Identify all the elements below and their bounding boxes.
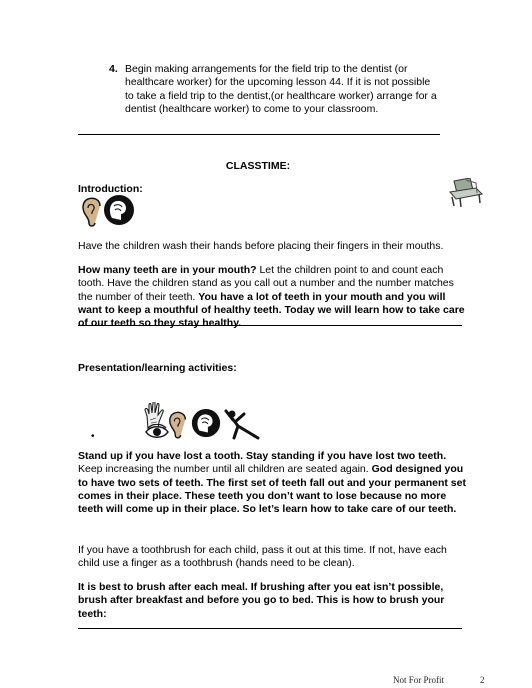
- thinking-head-icon: [102, 194, 136, 228]
- step-4-line-1: Begin making arrangements for the field trip to the dentist (or: [125, 63, 408, 75]
- thinking-head-icon-2: [190, 408, 222, 440]
- listening-ear-icon: [80, 196, 104, 228]
- eye-icon: [145, 424, 169, 440]
- presentation-paragraph-2: If you have a toothbrush for each child, pass it out at this time. If not, have each child use a finger as a toothbrush (hands need to be clean).: [78, 544, 447, 570]
- divider-3: [78, 628, 462, 629]
- introduction-heading: Introduction:: [78, 183, 143, 195]
- intro-instructions: Let the children point to and count each tooth. Have the children stand as you call out a number and the number matches the number of their teeth.: [78, 264, 454, 303]
- keep-increasing-text: Keep increasing the number until all children are seated again.: [78, 463, 372, 476]
- intro-statement: You have a lot of teeth in your mouth and you will want to keep a mouthful of healthy teeth. Today we will learn how to take care of our teeth so they stay healthy.: [78, 290, 465, 330]
- movement-figure-icon: [224, 408, 260, 440]
- presentation-paragraph-1: [78, 450, 468, 516]
- step-number: 4.: [109, 63, 118, 75]
- stand-up-instruction: Stand up if you have lost a tooth. Stay standing if you have lost two teeth.: [78, 450, 447, 462]
- step-4-text: [125, 63, 465, 116]
- wash-hands-text: Have the children wash their hands before placing their fingers in their mouths.: [78, 240, 444, 252]
- chair-icon: [446, 178, 486, 208]
- footer-label: Not For Profit: [393, 675, 445, 685]
- intro-question: How many teeth are in your mouth?: [78, 264, 257, 276]
- bullet: •: [91, 431, 95, 442]
- classtime-heading: CLASSTIME:: [225, 160, 291, 172]
- step-4-line-2: healthcare worker) for the upcoming lesson 44. If it is not possible: [125, 76, 431, 89]
- step-4-line-3: to take a field trip to the dentist,(or healthcare worker) arrange for a: [125, 89, 437, 102]
- divider-2: [78, 325, 462, 326]
- page-number: 2: [480, 675, 485, 685]
- ear-icon: [167, 410, 189, 440]
- presentation-paragraph-3: It is best to brush after each meal. If brushing after you eat isn’t possible, brush after breakfast and before you go to bed. This is how to brush your teeth:: [78, 581, 445, 620]
- presentation-heading: Presentation/learning activities:: [78, 362, 237, 374]
- two-sets-statement: God designed you to have two sets of teeth. The first set of teeth fall out and your permanent set comes in their place. These teeth you don’t want to lose because no more teeth will come up in their place. So let’s learn how to take care of our teeth.: [78, 463, 466, 516]
- intro-paragraph: [78, 264, 468, 330]
- divider-1: [78, 134, 440, 135]
- step-4-line-4: dentist (healthcare worker) to come to your classroom.: [125, 102, 379, 115]
